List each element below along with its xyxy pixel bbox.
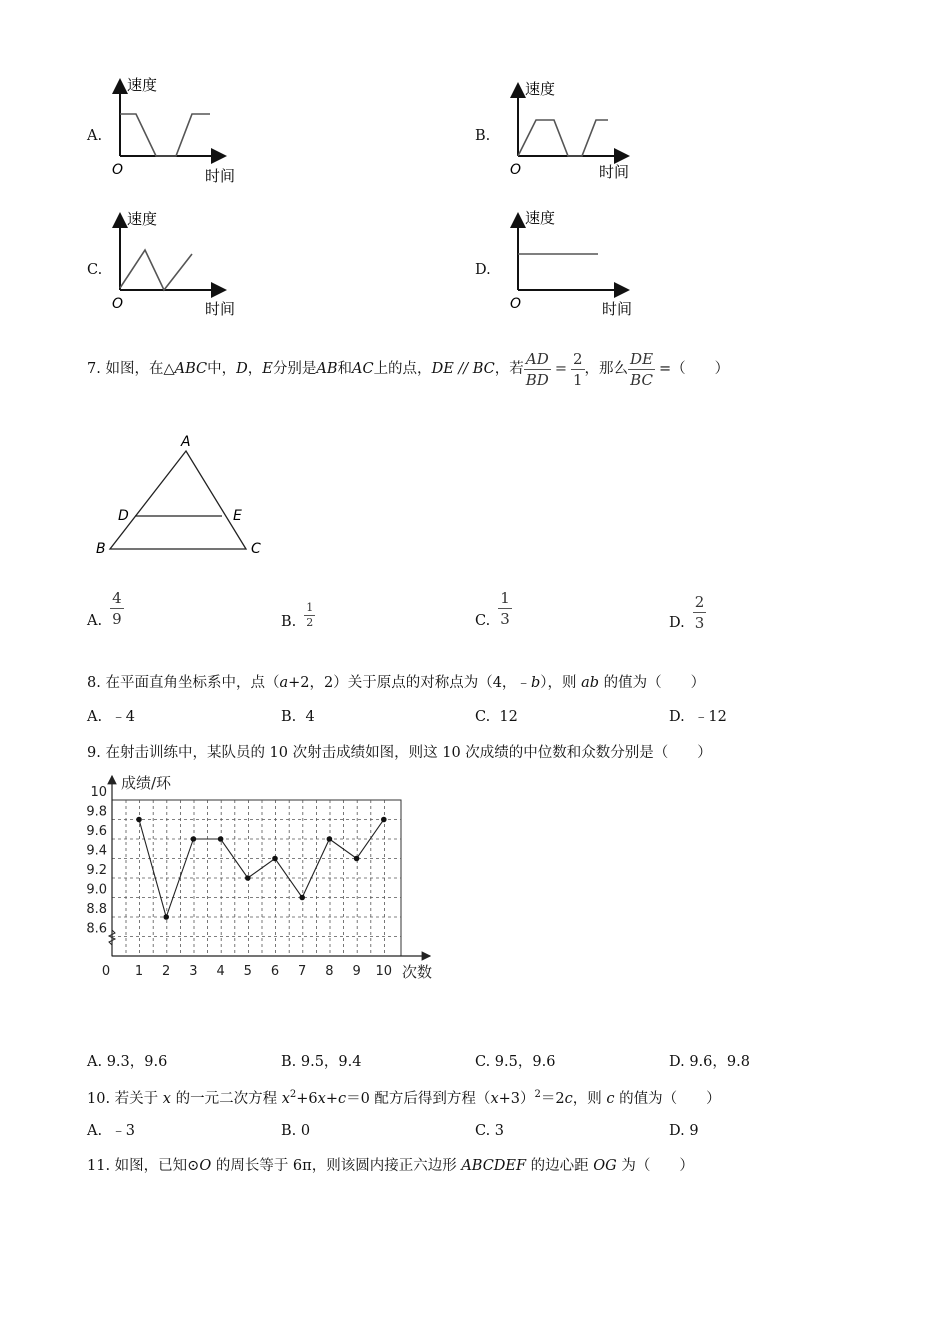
data-point xyxy=(245,875,251,881)
x-axis-title: 次数 xyxy=(402,963,433,981)
text: x xyxy=(162,1090,171,1107)
q9-option-d[interactable] xyxy=(669,1052,750,1072)
option-label: D. xyxy=(669,1054,685,1070)
y-axis-label: 速度 xyxy=(525,209,556,227)
text: c xyxy=(337,1090,347,1107)
numerator: 2 xyxy=(573,349,583,368)
superscript: 2 xyxy=(289,1089,297,1100)
speed-time-graph-a xyxy=(100,70,260,190)
speed-time-graph-b xyxy=(498,76,658,196)
text: 和 xyxy=(337,361,352,377)
text: 的一元二次方程 xyxy=(170,1090,282,1107)
text: ABCDEF xyxy=(461,1158,527,1174)
fraction-de-bc xyxy=(628,349,655,390)
text: ab xyxy=(581,675,600,691)
option-label: D. xyxy=(669,709,685,725)
data-point xyxy=(354,856,360,862)
text: ， xyxy=(247,361,263,377)
q10-stem xyxy=(87,1085,721,1109)
origin-label: 0 xyxy=(101,964,111,979)
x-axis-label: 时间 xyxy=(205,300,236,318)
option-label: C. xyxy=(87,262,103,278)
text: ，若 xyxy=(494,361,524,377)
numerator: DE xyxy=(630,349,654,368)
point-e-label: E xyxy=(233,508,242,524)
text: a xyxy=(279,675,289,691)
numerator: AD xyxy=(524,349,551,370)
q7-stem xyxy=(87,344,729,394)
option-value: 9.3，9.6 xyxy=(106,1054,168,1070)
data-point xyxy=(381,817,387,823)
text: 10. 若关于 xyxy=(87,1090,163,1107)
series-line xyxy=(139,820,384,918)
y-tick-label: 9.4 xyxy=(86,843,107,859)
text: ，那么 xyxy=(584,361,629,377)
y-tick-label: 10 xyxy=(90,785,107,800)
score-line-chart xyxy=(80,770,450,985)
option-label: A. xyxy=(87,128,103,144)
option-label: B. xyxy=(281,614,297,630)
q7-option-d[interactable] xyxy=(669,592,706,633)
q8-stem xyxy=(87,673,705,693)
option-label: B. xyxy=(281,709,297,725)
option-value: 4 xyxy=(305,709,315,725)
q7-option-b[interactable] xyxy=(281,600,315,630)
q7-option-c[interactable] xyxy=(475,588,512,629)
y-tick-label: 9.0 xyxy=(86,882,107,898)
data-point xyxy=(191,836,197,842)
denominator: 2 xyxy=(306,615,314,629)
text: 7. 如图，在△ xyxy=(87,361,175,377)
text: =（ ） xyxy=(659,361,730,377)
text: ＝0 配方后得到方程（ xyxy=(346,1090,491,1107)
vertex-a-label: A xyxy=(181,434,191,450)
origin-label: O xyxy=(510,296,522,312)
y-tick-label: 8.6 xyxy=(86,921,107,937)
fraction-ad-bd xyxy=(524,349,551,390)
q10-option-a[interactable] xyxy=(87,1121,135,1141)
text: ＝2 xyxy=(540,1090,565,1107)
option-label: A. xyxy=(87,709,103,725)
option-value: 9.5，9.4 xyxy=(300,1054,362,1070)
y-tick-label: 9.2 xyxy=(86,863,107,878)
fraction xyxy=(304,601,315,630)
speed-time-graph-d xyxy=(498,204,658,324)
numerator: 1 xyxy=(500,589,510,607)
y-axis-label: 速度 xyxy=(525,80,556,98)
option-label: A. xyxy=(87,612,103,629)
y-tick-label: 8.8 xyxy=(86,902,107,917)
option-value: ﹣4 xyxy=(111,709,136,725)
q8-option-c[interactable] xyxy=(475,707,518,727)
denominator: 9 xyxy=(112,610,122,628)
origin-label: O xyxy=(112,162,124,178)
denominator: BC xyxy=(630,370,653,389)
option-label: C. xyxy=(475,709,491,725)
superscript: 2 xyxy=(534,1089,541,1100)
fraction-2-1 xyxy=(571,349,585,390)
y-axis-label: 速度 xyxy=(127,210,158,228)
x-tick-label: 5 xyxy=(243,964,252,979)
q10-option-c[interactable] xyxy=(475,1121,504,1141)
text: D xyxy=(236,361,248,377)
text: x xyxy=(281,1090,290,1107)
x-tick-label: 6 xyxy=(270,964,280,979)
origin-label: O xyxy=(510,162,522,178)
text: 的值为（ ） xyxy=(614,1090,721,1107)
y-tick-label: 9.6 xyxy=(86,824,107,839)
speed-time-graph-c xyxy=(100,204,260,324)
option-value: 9 xyxy=(689,1123,699,1139)
option-label: B. xyxy=(281,1123,297,1139)
text: 的边心距 xyxy=(526,1158,594,1174)
fraction xyxy=(693,592,707,633)
option-label: B. xyxy=(475,128,491,144)
text: +2，2）关于原点的对称点为（4，﹣ xyxy=(288,675,531,691)
text: + xyxy=(325,1090,338,1107)
fraction xyxy=(498,588,512,629)
data-point xyxy=(136,817,142,823)
text: ），则 xyxy=(540,675,582,691)
option-value: 9.5，9.6 xyxy=(494,1054,556,1070)
option-label: C. xyxy=(475,612,491,629)
q9-option-b[interactable] xyxy=(281,1052,362,1072)
denominator: 3 xyxy=(500,610,510,628)
numerator: 2 xyxy=(694,593,705,611)
option-label: A. xyxy=(87,1123,103,1139)
option-label: A. xyxy=(87,1054,103,1070)
text: b xyxy=(530,675,541,691)
text: DE // BC xyxy=(431,361,495,377)
text: = xyxy=(554,361,567,377)
q9-option-a[interactable] xyxy=(87,1052,167,1072)
text: x xyxy=(317,1090,326,1107)
q8-option-d[interactable] xyxy=(669,707,727,727)
text: 11. 如图，已知⊙ xyxy=(87,1158,200,1174)
text: O xyxy=(199,1158,212,1174)
q9-option-c[interactable] xyxy=(475,1052,555,1072)
option-value: 0 xyxy=(300,1123,311,1139)
option-value: 9.6，9.8 xyxy=(689,1054,750,1070)
y-tick-label: 9.8 xyxy=(86,804,107,820)
x-tick-label: 8 xyxy=(325,964,334,979)
origin-label: O xyxy=(112,296,124,312)
text: E xyxy=(262,361,273,377)
q7-option-a[interactable] xyxy=(87,588,124,629)
text: 上的点， xyxy=(373,361,432,377)
option-label: D. xyxy=(669,1123,685,1139)
fraction xyxy=(110,588,124,629)
q8-option-a[interactable] xyxy=(87,707,135,727)
x-axis-label: 时间 xyxy=(602,300,633,318)
text: c xyxy=(606,1090,615,1107)
triangle-figure xyxy=(88,428,278,563)
x-tick-label: 9 xyxy=(352,964,361,979)
option-label: D. xyxy=(669,614,685,631)
option-value: ﹣3 xyxy=(111,1123,136,1139)
text: 的值为（ ） xyxy=(599,675,706,691)
vertex-b-label: B xyxy=(96,541,106,557)
option-label: C. xyxy=(475,1054,491,1070)
point-d-label: D xyxy=(118,508,129,524)
text: 中， xyxy=(207,361,237,377)
text: ，则 xyxy=(572,1090,607,1107)
denominator: 3 xyxy=(694,614,705,632)
option-label: B. xyxy=(281,1054,297,1070)
text: +6 xyxy=(296,1090,318,1107)
text: 8. 在平面直角坐标系中，点（ xyxy=(87,675,280,691)
data-point xyxy=(272,856,278,862)
text: OG xyxy=(593,1158,617,1174)
q9-stem: 9. 在射击训练中，某队员的 10 次射击成绩如图，则这 10 次成绩的中位数和众数分别是（ ） xyxy=(87,745,712,761)
x-tick-label: 7 xyxy=(298,964,307,979)
text: AB xyxy=(316,361,338,377)
x-axis-label: 时间 xyxy=(599,163,630,181)
text: c xyxy=(564,1090,573,1107)
x-axis-label: 时间 xyxy=(205,167,236,185)
text: 为（ ） xyxy=(616,1158,694,1174)
data-point xyxy=(163,914,169,920)
option-value: 12 xyxy=(499,709,518,725)
text: 的周长等于 6π，则该圆内接正六边形 xyxy=(211,1158,462,1174)
option-label: C. xyxy=(475,1123,491,1139)
x-tick-label: 1 xyxy=(134,964,144,979)
data-point xyxy=(299,895,305,901)
denominator: BD xyxy=(525,370,549,389)
text: x xyxy=(490,1090,499,1107)
data-point xyxy=(327,836,333,842)
q10-option-d[interactable] xyxy=(669,1121,699,1141)
text: AC xyxy=(351,361,374,377)
x-tick-label: 4 xyxy=(216,964,225,979)
q11-stem xyxy=(87,1156,694,1176)
q8-option-b[interactable] xyxy=(281,707,315,727)
vertex-c-label: C xyxy=(251,541,261,557)
data-point xyxy=(218,836,224,842)
numerator: 4 xyxy=(112,589,122,607)
y-axis-label: 速度 xyxy=(127,76,158,94)
option-label: D. xyxy=(475,262,491,278)
q10-option-b[interactable] xyxy=(281,1121,310,1141)
numerator: 1 xyxy=(306,600,314,614)
y-axis-title: 成绩/环 xyxy=(121,774,172,792)
text: +3） xyxy=(498,1090,535,1107)
text: 分别是 xyxy=(272,361,317,377)
x-tick-label: 2 xyxy=(162,964,171,979)
option-value: 3 xyxy=(494,1123,505,1139)
x-tick-label: 10 xyxy=(375,964,393,979)
option-value: ﹣12 xyxy=(693,709,727,725)
x-tick-label: 3 xyxy=(189,964,198,979)
text: ABC xyxy=(174,361,208,377)
denominator: 1 xyxy=(573,370,583,389)
